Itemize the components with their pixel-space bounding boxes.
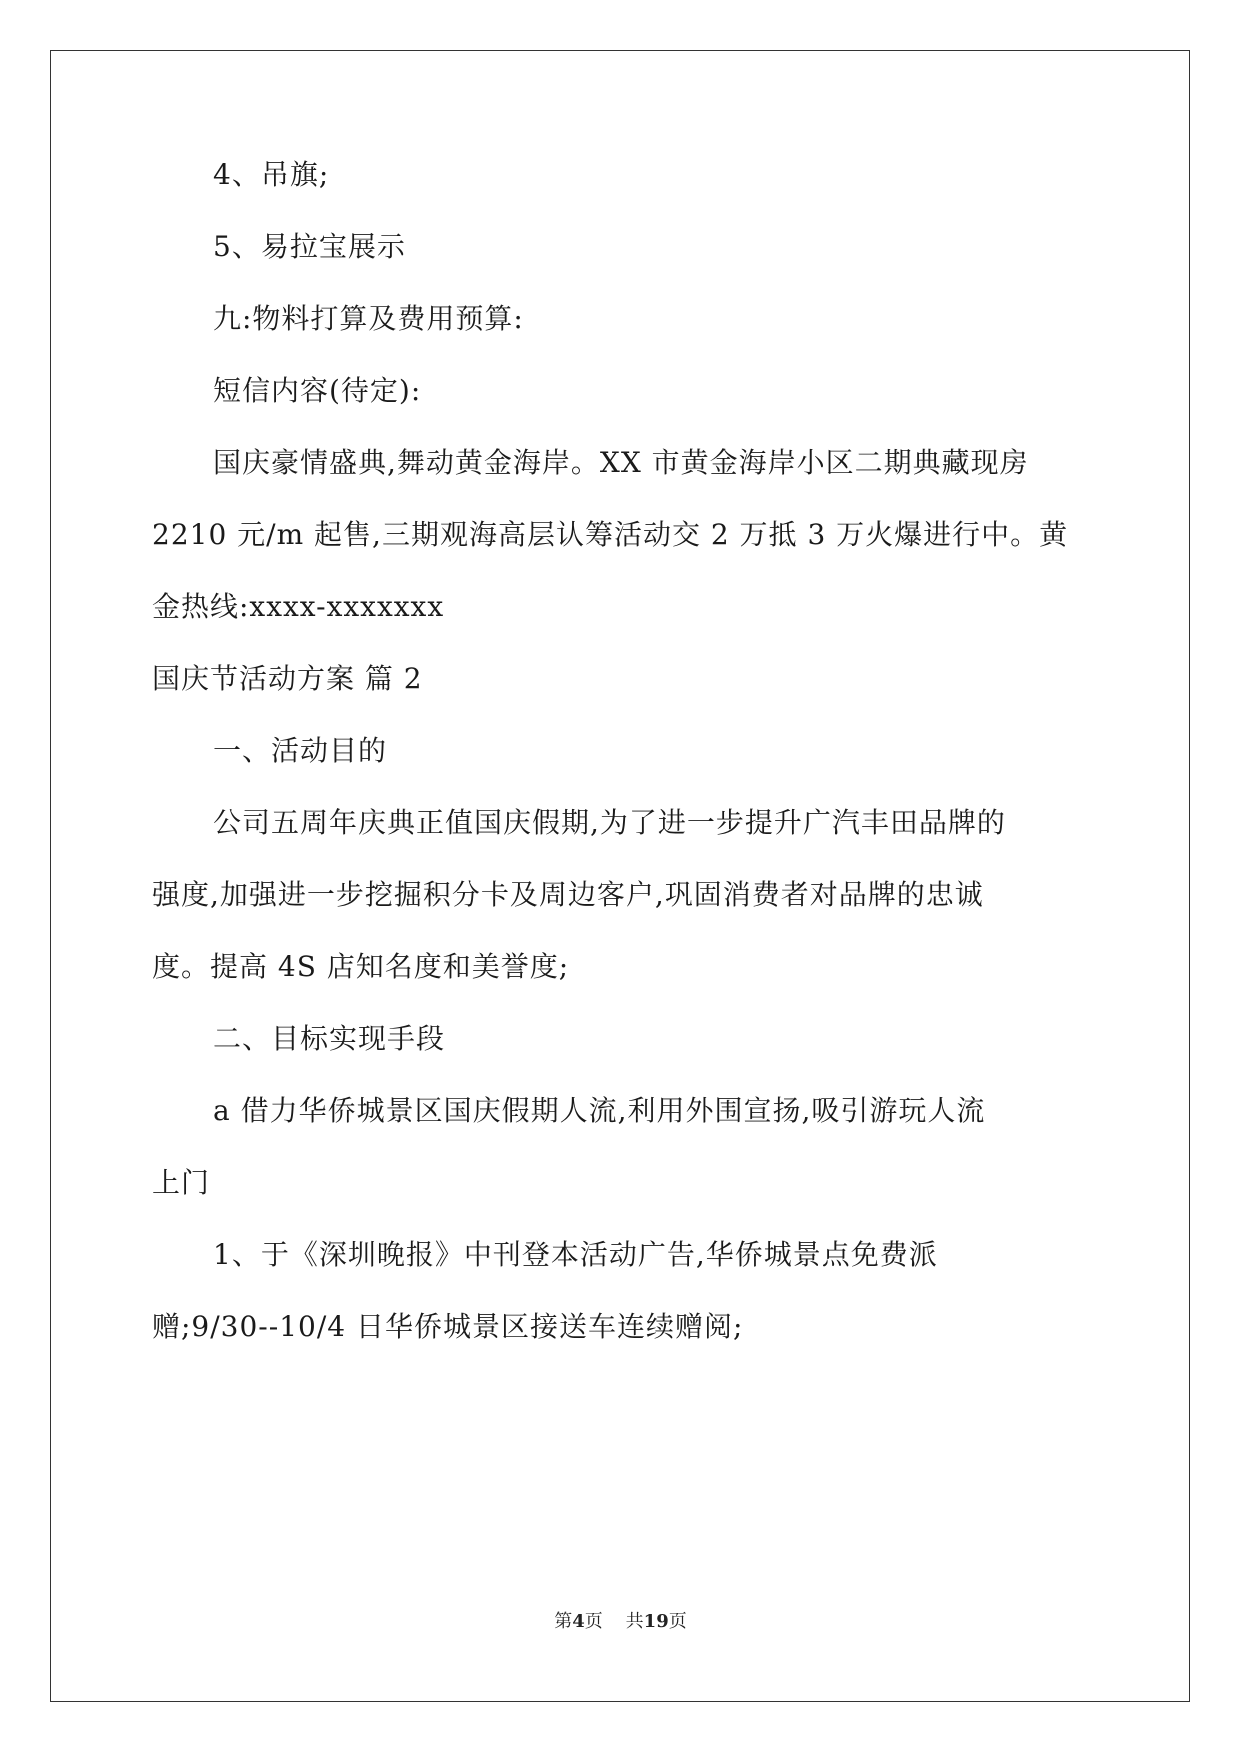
footer-total-pages: 19 bbox=[643, 1611, 669, 1632]
page-footer bbox=[0, 1610, 1241, 1634]
paragraph-sms-line-3: 金热线:xxxx-xxxxxxx bbox=[152, 590, 445, 623]
section-heading-materials-budget: 九:物料打算及费用预算: bbox=[213, 302, 524, 335]
footer-total-suffix: 页 bbox=[668, 1611, 687, 1632]
paragraph-means-a-line-1: a 借力华侨城景区国庆假期人流,利用外围宣扬,吸引游玩人流 bbox=[213, 1094, 986, 1127]
paragraph-sms-line-1-text: 国庆豪情盛典,舞动黄金海岸。XX 市黄金海岸小区二期典藏现房 bbox=[213, 446, 1029, 479]
footer-prefix: 第 bbox=[554, 1611, 573, 1632]
paragraph-item-1-line-2: 赠;9/30--10/4 日华侨城景区接送车连续赠阅; bbox=[152, 1310, 744, 1343]
paragraph-sms-line-2: 2210 元/m 起售,三期观海高层认筹活动交 2 万抵 3 万火爆进行中。黄 bbox=[152, 518, 1069, 551]
footer-current-page: 4 bbox=[572, 1611, 585, 1632]
footer-page-word: 页 bbox=[584, 1611, 603, 1632]
heading-activity-purpose: 一、活动目的 bbox=[213, 734, 388, 767]
paragraph-purpose-line-1: 公司五周年庆典正值国庆假期,为了进一步提升广汽丰田品牌的 bbox=[213, 806, 1006, 839]
paragraph-sms-line-1 bbox=[213, 445, 1087, 481]
heading-target-means: 二、目标实现手段 bbox=[213, 1022, 446, 1055]
paragraph-purpose-line-3: 度。提高 4S 店知名度和美誉度; bbox=[152, 950, 570, 983]
section-title-plan-2: 国庆节活动方案 篇 2 bbox=[152, 662, 423, 695]
paragraph-means-a-line-2: 上门 bbox=[152, 1166, 211, 1199]
footer-total-prefix: 共 bbox=[625, 1611, 644, 1632]
list-item-hanging-flags: 4、吊旗; bbox=[213, 158, 330, 191]
paragraph-purpose-line-2: 强度,加强进一步挖掘积分卡及周边客户,巩固消费者对品牌的忠诚 bbox=[152, 878, 984, 911]
sms-content-label: 短信内容(待定): bbox=[213, 374, 422, 407]
list-item-rollup-banner: 5、易拉宝展示 bbox=[213, 230, 406, 263]
page-border bbox=[50, 50, 1190, 1702]
paragraph-item-1-line-1: 1、于《深圳晚报》中刊登本活动广告,华侨城景点免费派 bbox=[213, 1238, 938, 1271]
